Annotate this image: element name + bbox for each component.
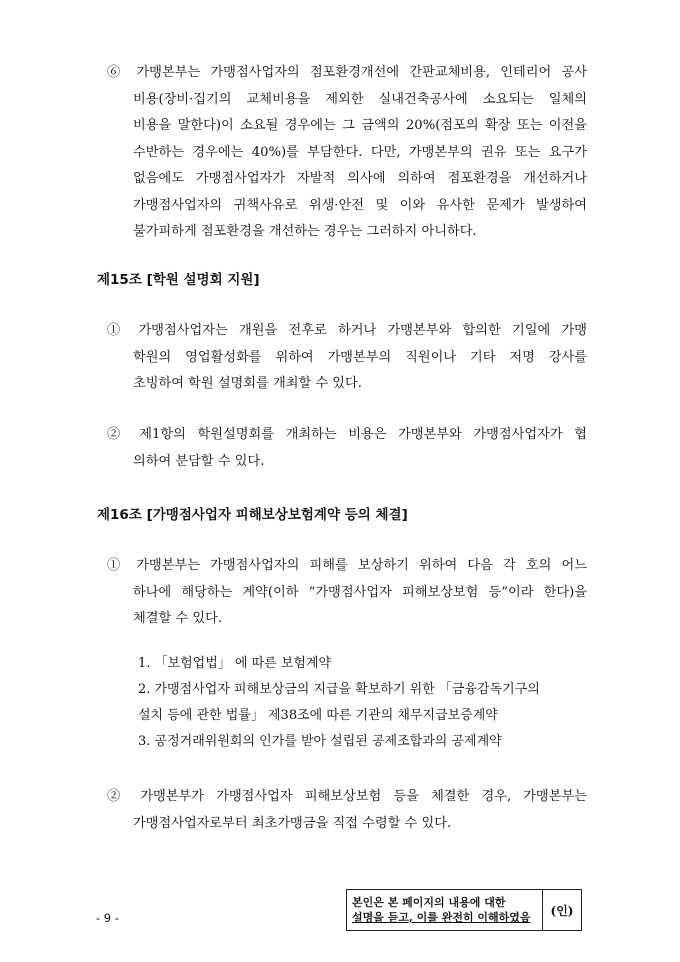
- article-15-paragraph-2: [107, 422, 587, 475]
- article-16-heading: 제16조 [가맹점사업자 피해보상보험계약 등의 체결]: [97, 507, 408, 523]
- text-line: 하나에 해당하는 계약(이하 “가맹점사업자 피해보상보험 등”이라 한다)을: [133, 584, 587, 600]
- confirmation-line-2: 설명을 듣고, 이를 완전히 이해하였음: [352, 911, 531, 924]
- text-line: 학원의 영업활성화를 위하여 가맹본부의 직원이나 기타 저명 강사를: [133, 349, 587, 365]
- text-line: ② 가맹본부가 가맹점사업자 피해보상보험 등을 체결한 경우, 가맹본부는: [107, 789, 587, 804]
- text-line: 비용을 말한다)이 소요될 경우에는 그 금액의 20%(점포의 확장 또는 이전을: [133, 118, 587, 133]
- text-line: 비용(장비·집기의 교체비용을 제외한 실내건축공사에 소요되는 일체의: [133, 91, 587, 107]
- article-15-heading: 제15조 [학원 설명회 지원]: [97, 272, 260, 288]
- clause-6-paragraph: [107, 60, 587, 246]
- confirmation-text: [347, 890, 543, 930]
- text-line: 수반하는 경우에는 40%)를 부담한다. 다만, 가맹본부의 권유 또는 요구가: [133, 144, 587, 160]
- text-line: 체결할 수 있다.: [133, 611, 223, 626]
- seal-field[interactable]: (인): [550, 903, 574, 918]
- text-line: ② 제1항의 학원설명회를 개최하는 비용은 가맹본부와 가맹점사업자가 협: [107, 427, 587, 442]
- confirmation-line-1: 본인은 본 페이지의 내용에 대한: [352, 896, 506, 909]
- text-line: ⑥ 가맹본부는 가맹점사업자의 점포환경개선에 간판교체비용, 인테리어 공사: [107, 65, 587, 80]
- page-number: - 9 -: [96, 911, 119, 925]
- text-line: ① 가맹본부는 가맹점사업자의 피해를 보상하기 위하여 다음 각 호의 어느: [107, 558, 587, 573]
- text-line: 가맹점사업자로부터 최초가맹금을 직접 수령할 수 있다.: [133, 815, 452, 831]
- text-line: 의하여 분담할 수 있다.: [133, 453, 265, 469]
- text-line: 가맹점사업자의 귀책사유로 위생·안전 및 이와 유사한 문제가 발생하여: [133, 197, 587, 213]
- confirmation-box: [346, 889, 582, 931]
- list-item: 3. 공정거래위원회의 인가를 받아 설립된 공제조합과의 공제계약: [138, 734, 502, 749]
- article-16-item-list: [138, 651, 540, 755]
- list-item: 1. 「보험업법」 에 따른 보험계약: [138, 656, 332, 671]
- text-line: 초빙하여 학원 설명회를 개최할 수 있다.: [133, 376, 362, 391]
- article-16-paragraph-2: [107, 784, 587, 837]
- text-line: 불가피하게 점포환경을 개선하는 경우는 그러하지 아니하다.: [133, 224, 477, 239]
- text-line: ① 가맹점사업자는 개원을 전후로 하거나 가맹본부와 합의한 기일에 가맹: [107, 323, 587, 338]
- article-16-paragraph-1: [107, 553, 587, 633]
- list-item-continuation: 설치 등에 관한 법률」 제38조에 따른 기관의 채무지급보증계약: [138, 708, 498, 723]
- list-item: 2. 가맹점사업자 피해보상금의 지급을 확보하기 위한 「금융감독기구의: [138, 682, 540, 697]
- article-15-paragraph-1: [107, 318, 587, 398]
- text-line: 없음에도 가맹점사업자가 자발적 의사에 의하여 점포환경을 개선하거나: [133, 171, 587, 186]
